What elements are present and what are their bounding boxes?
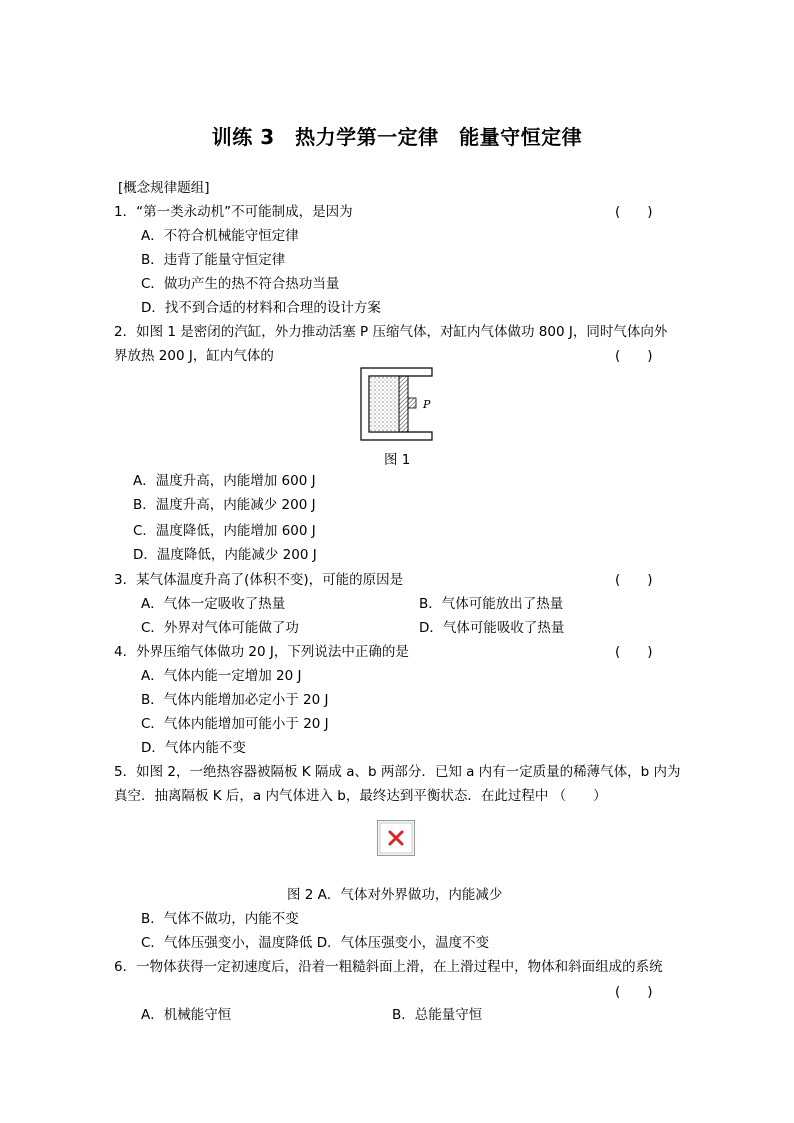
q3-option-d: D．气体可能吸收了热量 xyxy=(419,620,565,636)
q4-option-b: B．气体内能增加必定小于 20 J xyxy=(141,692,329,708)
q2-stem-line1: 2．如图 1 是密闭的汽缸，外力推动活塞 P 压缩气体，对缸内气体做功 800 J，同时气体向外 xyxy=(114,324,668,340)
q4-answer-bracket: ( ) xyxy=(615,644,653,660)
piston-label: P xyxy=(423,398,431,411)
q2-option-b: B．温度升高，内能减少 200 J xyxy=(133,497,316,513)
q5-option-b: B．气体不做功，内能不变 xyxy=(141,911,299,927)
q2-option-a: A．温度升高，内能增加 600 J xyxy=(133,473,316,489)
q6-option-a: A．机械能守恒 xyxy=(141,1007,232,1023)
q3-option-c: C．外界对气体可能做了功 xyxy=(141,620,299,636)
piston-rod xyxy=(408,398,416,408)
q2-option-d: D．温度降低，内能减少 200 J xyxy=(133,547,317,563)
q1-stem: 1．“第一类永动机”不可能制成，是因为 xyxy=(114,204,353,220)
q1-answer-bracket: ( ) xyxy=(615,204,653,220)
q5-stem-line1: 5．如图 2，一绝热容器被隔板 K 隔成 a、b 两部分．已知 a 内有一定质量的稀薄气体，b 内为 xyxy=(114,764,681,780)
q2-answer-bracket: ( ) xyxy=(615,348,653,364)
q3-answer-bracket: ( ) xyxy=(615,572,653,588)
piston xyxy=(399,376,408,432)
q4-option-c: C．气体内能增加可能小于 20 J xyxy=(141,716,329,732)
q1-option-a: A．不符合机械能守恒定律 xyxy=(141,228,299,244)
q2-option-c: C．温度降低，内能增加 600 J xyxy=(133,523,316,539)
section-label: [概念规律题组] xyxy=(118,180,210,196)
q3-option-a: A．气体一定吸收了热量 xyxy=(141,596,286,612)
page-title: 训练 3 热力学第一定律 能量守恒定律 xyxy=(211,125,583,149)
figure-1-caption: 图 1 xyxy=(384,452,411,468)
q6-stem: 6．一物体获得一定初速度后，沿着一粗糙斜面上滑，在上滑过程中，物体和斜面组成的系统 xyxy=(114,959,663,975)
gas-region xyxy=(369,376,399,432)
q2-stem-line2: 界放热 200 J，缸内气体的 xyxy=(114,348,274,364)
q4-stem: 4．外界压缩气体做功 20 J，下列说法中正确的是 xyxy=(114,644,409,660)
broken-image-icon xyxy=(377,820,415,856)
q4-option-a: A．气体内能一定增加 20 J xyxy=(141,668,302,684)
q4-option-d: D．气体内能不变 xyxy=(141,740,246,756)
q1-option-b: B．违背了能量守恒定律 xyxy=(141,252,286,268)
q5-stem-line2: 真空．抽离隔板 K 后，a 内气体进入 b，最终达到平衡状态．在此过程中 （ ） xyxy=(114,788,607,804)
q5-caption-option-a: 图 2 A．气体对外界做功，内能减少 xyxy=(287,887,503,903)
q3-option-b: B．气体可能放出了热量 xyxy=(419,596,564,612)
q6-option-b: B．总能量守恒 xyxy=(392,1007,483,1023)
q5-option-cd: C．气体压强变小，温度降低 D．气体压强变小，温度不变 xyxy=(141,935,490,951)
q3-stem: 3．某气体温度升高了(体积不变)，可能的原因是 xyxy=(114,572,404,588)
q6-answer-bracket: ( ) xyxy=(615,984,653,1000)
q1-option-c: C．做功产生的热不符合热功当量 xyxy=(141,276,340,292)
q1-option-d: D．找不到合适的材料和合理的设计方案 xyxy=(141,300,381,316)
